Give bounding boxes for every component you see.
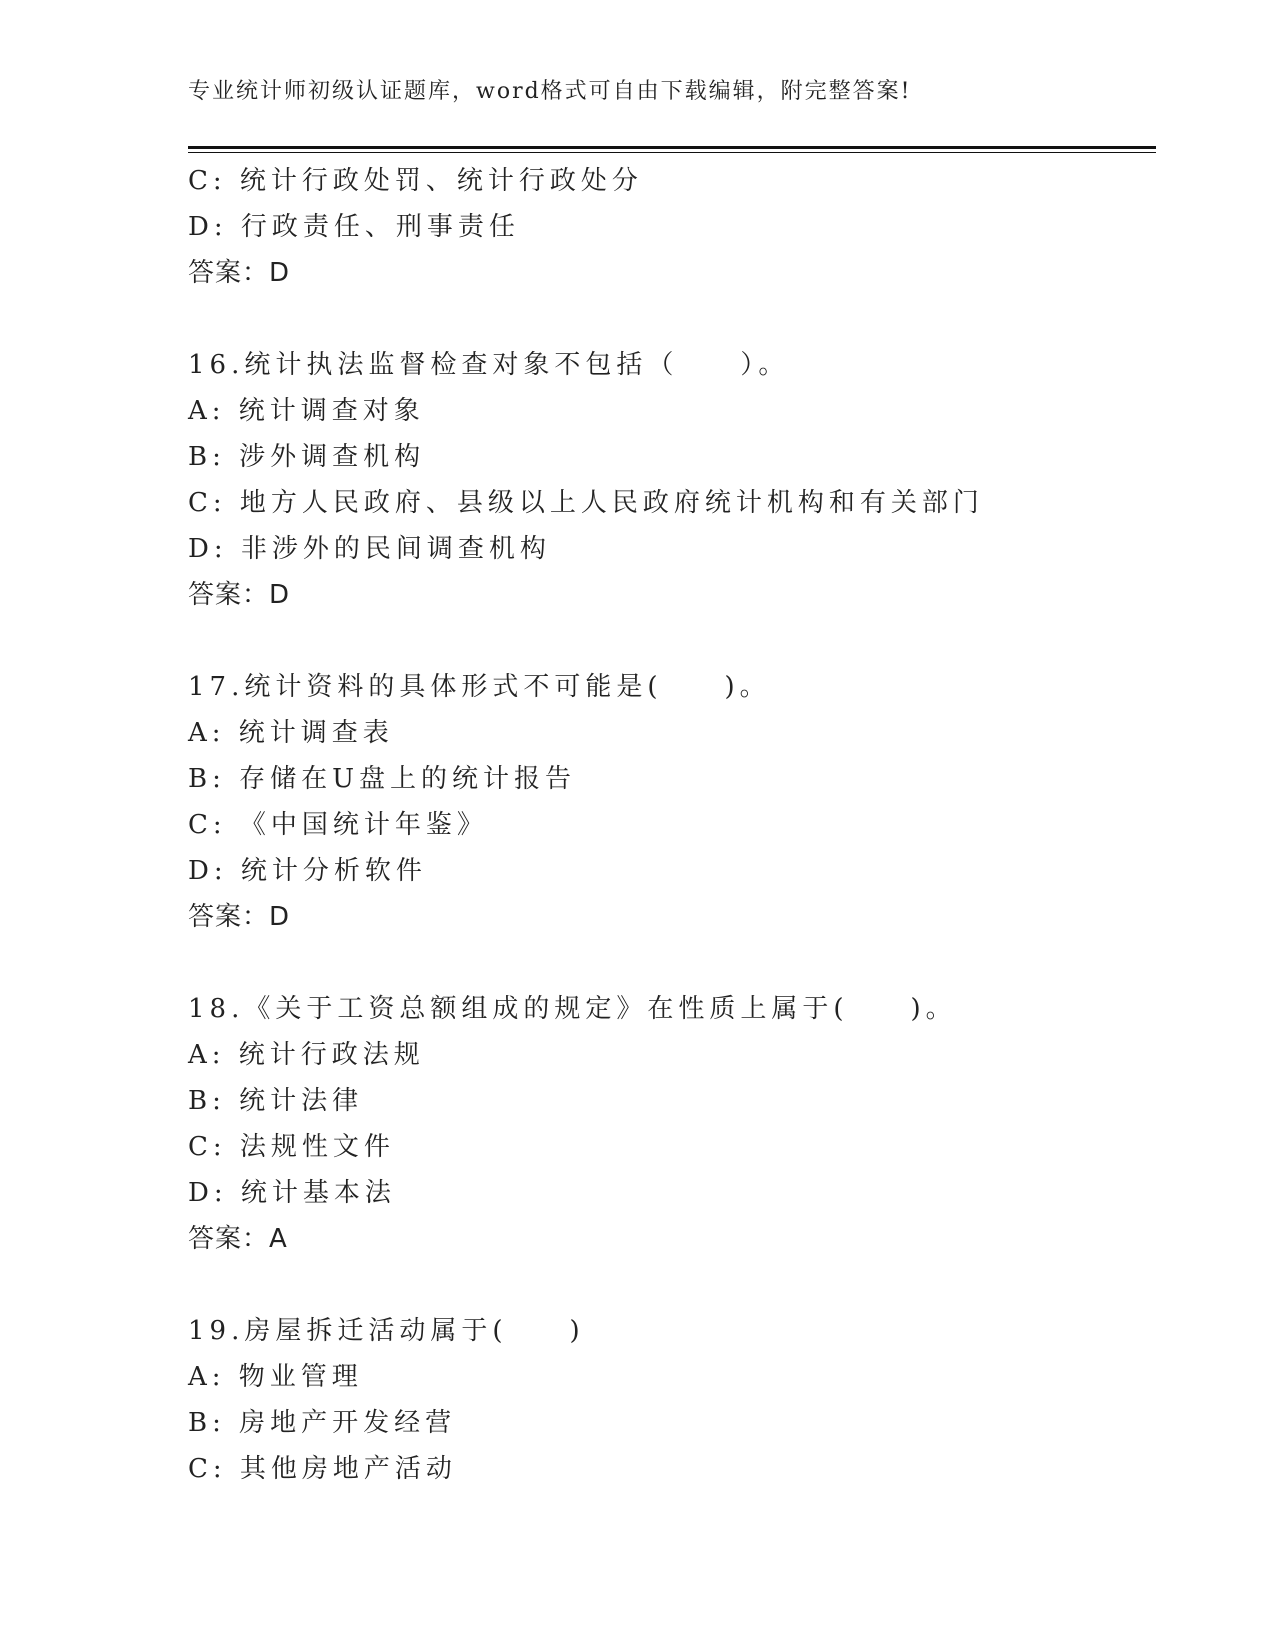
document-header: 专业统计师初级认证题库，word格式可自由下载编辑，附完整答案! [188,79,912,104]
option-c: C: 统计行政处罚、统计行政处分 [188,166,643,196]
question-stem: 19.房屋拆迁活动属于( ) [188,1316,585,1346]
option-b: B: 涉外调查机构 [188,442,426,472]
option-b: B: 统计法律 [188,1086,364,1116]
option-d: D: 非涉外的民间调查机构 [188,534,551,564]
option-a: A: 统计调查表 [188,718,394,748]
header-rule-thin [188,152,1156,153]
spacer [188,1262,1156,1308]
document-body [188,158,1156,1492]
option-d: D: 行政责任、刑事责任 [188,212,520,242]
answer: 答案：D [188,902,291,932]
option-c: C: 《中国统计年鉴》 [188,810,488,840]
option-c: C: 其他房地产活动 [188,1454,457,1484]
answer: 答案：D [188,580,291,610]
option-b: B: 存储在U盘上的统计报告 [188,764,577,794]
option-a: A: 物业管理 [188,1362,363,1392]
answer: 答案：A [188,1224,288,1254]
option-a: A: 统计行政法规 [188,1040,425,1070]
question-17 [188,664,1156,940]
previous-question-tail [188,158,1156,296]
question-19 [188,1308,1156,1492]
option-c: C: 法规性文件 [188,1132,395,1162]
header-rule-thick [188,146,1156,149]
question-stem: 18.《关于工资总额组成的规定》在性质上属于( )。 [188,994,957,1024]
option-d: D: 统计基本法 [188,1178,396,1208]
question-18 [188,986,1156,1262]
spacer [188,940,1156,986]
question-stem: 17.统计资料的具体形式不可能是( )。 [188,672,771,702]
option-d: D: 统计分析软件 [188,856,427,886]
option-b: B: 房地产开发经营 [188,1408,457,1438]
answer: 答案：D [188,258,291,288]
option-a: A: 统计调查对象 [188,396,425,426]
option-c: C: 地方人民政府、县级以上人民政府统计机构和有关部门 [188,488,984,518]
spacer [188,296,1156,342]
question-16 [188,342,1156,618]
spacer [188,618,1156,664]
question-stem: 16.统计执法监督检查对象不包括（ ）。 [188,350,790,380]
